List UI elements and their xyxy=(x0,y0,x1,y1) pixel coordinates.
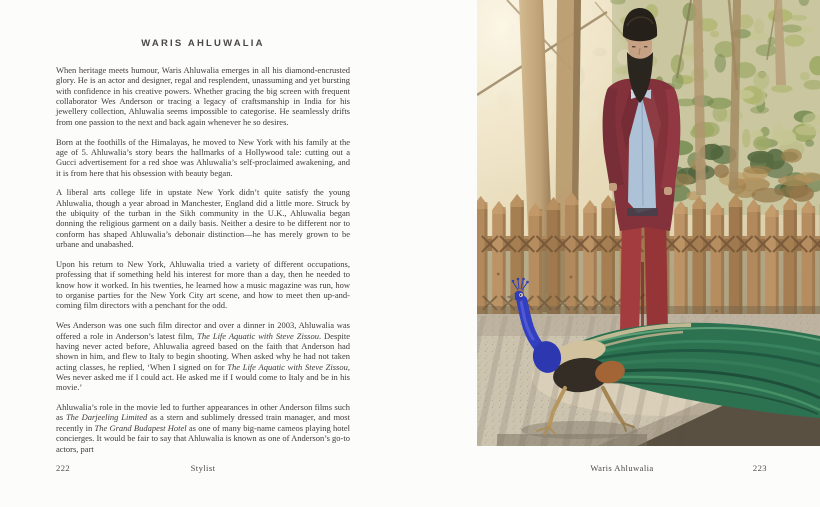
text-segment: , Wes never asked me if I could act. He asked me if I would come to Italy and be in his movie.’ xyxy=(56,361,350,393)
text-segment: When heritage meets humour, Waris Ahluwalia emerges in all his diamond-encrusted glory. He is an actor and designer, regal and resplendent, unassuming and yet bursting with confidence in his creative powers. Whether gracing the big screen with frequent collaborator Wes Anderson or tracing a legacy of craftsmanship in India for his jewellery collection, Ahluwalia seems impossible to categorise. He seamlessly drifts from one passion to the next and back again whenever he so desires. xyxy=(56,65,350,127)
text-segment: Wes Anderson was one such film director and over a dinner in 2003, Ahluwalia was offered a role in Anderson’s latest film, xyxy=(56,320,350,341)
text-segment: A liberal arts college life in upstate New York didn’t quite satisfy the young Ahluwalia, though a year abroad in Manchester, England did a little more. Struck by the ubiquity of the turban in the Sikh community in the U.K., Ahluwalia began donning the religious garment on a daily basis. Neither a desire to be different nor to conform has shaped Ahluwalia’s debonair distinction—he has merely grown to be urbane and unabashed. xyxy=(56,187,350,250)
text-segment: Upon his return to New York, Ahluwalia tried a variety of different occupations, professing that if something held his interest for more than a day, then he needed to know how it worked. In his twenties, he learned how a music magazine was run, how to organise parties for the New York City art scene, and how to meet then up-and-coming film directors with a penchant for the odd. xyxy=(56,259,350,311)
paragraph xyxy=(56,402,350,454)
text-segment: The Life Aquatic with Steve Zissou xyxy=(227,361,348,372)
paragraph xyxy=(56,137,350,178)
text-segment: Born at the foothills of the Himalayas, he moved to New York with his family at the age of 5. Ahluwalia’s story bears the hallmarks of a Hollywood tale: cutting out a Gucci advertisement for a red shoe was Ahluwalia’s self-proclaimed awakening, and it is from here that his obsession with beauty began. xyxy=(56,136,350,178)
paragraph xyxy=(56,259,350,311)
article-paragraphs xyxy=(56,65,350,454)
article xyxy=(56,38,350,463)
text-segment: as one of many big-name cameos playing hotel concierges. It would be fair to say that Ahluwalia is known as one of Anderson’s go-to actors, part xyxy=(56,422,351,454)
chapter-label: Waris Ahluwalia xyxy=(590,463,654,473)
text-segment: The Life Aquatic with Steve Zissou xyxy=(197,330,319,341)
text-segment: The Grand Budapest Hotel xyxy=(94,422,187,433)
text-segment: The Darjeeling Limited xyxy=(65,412,148,423)
text-segment: as a stern and sublimely dressed train manager, and most recently in xyxy=(56,412,350,433)
paragraph xyxy=(56,320,350,392)
photo-waris-with-peacock xyxy=(477,0,820,446)
left-page-number: 222 xyxy=(56,463,71,473)
section-label: Stylist xyxy=(190,463,216,473)
text-segment: Ahluwalia’s role in the movie led to further appearances in other Anderson films such as xyxy=(56,402,350,423)
right-page-photo xyxy=(477,0,820,446)
paragraph xyxy=(56,65,350,127)
paragraph xyxy=(56,187,350,249)
right-page-number: 223 xyxy=(752,463,767,473)
film-haze xyxy=(477,0,820,446)
right-page-footer xyxy=(477,463,767,473)
text-segment: . Despite having never acted before, Ahluwalia agreed based on the faith that Anderson had shown in him, and flew to Italy to begin shooting. When asked why he had not taken acting classes, he replied, ‘When I signed on for xyxy=(56,330,350,372)
left-page-footer xyxy=(56,463,350,473)
page-title: WARIS AHLUWALIA xyxy=(141,38,265,49)
